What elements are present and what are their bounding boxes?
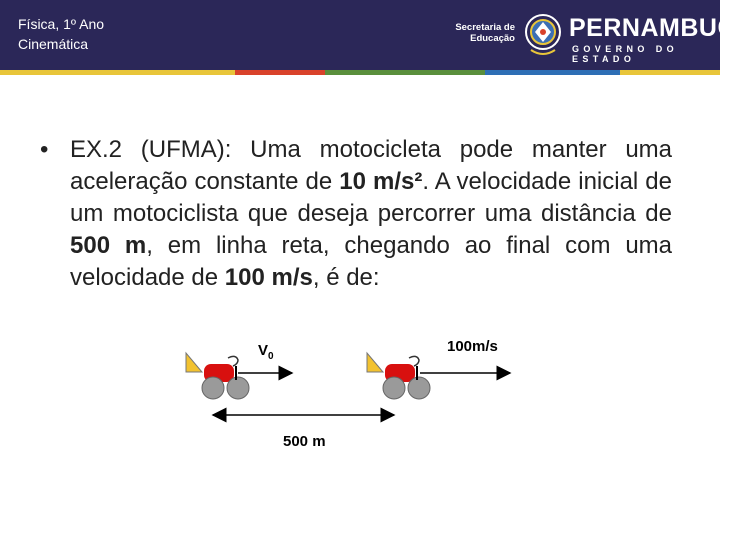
- exercise-paragraph: [70, 134, 672, 294]
- secretaria-line1: Secretaria de: [455, 22, 515, 33]
- diagram-drawing: [0, 320, 720, 470]
- subject-label: Física, 1º Ano: [18, 16, 105, 32]
- distance-value: 500 m: [70, 232, 147, 259]
- exercise-text: [40, 134, 672, 294]
- initial-velocity-label: [258, 342, 274, 362]
- stripe-segment: [0, 70, 235, 75]
- motorcycle-icon: [367, 353, 430, 399]
- secretaria-label: [455, 22, 515, 44]
- motorcycle-icon: [186, 353, 249, 399]
- slide-header: [0, 0, 756, 70]
- exercise-prefix: EX.2 (UFMA):: [70, 136, 232, 163]
- distance-label: 500 m: [283, 433, 326, 450]
- stripe-segment: [620, 70, 720, 75]
- secretaria-line2: Educação: [470, 33, 515, 44]
- brand-title: PERNAMBUCO: [569, 14, 756, 42]
- v0-subscript: 0: [268, 351, 274, 362]
- stripe-segment: [485, 70, 620, 75]
- brand-subtitle: GOVERNO DO ESTADO: [572, 44, 679, 64]
- motorcycle-diagram: [0, 320, 720, 470]
- stripe-segment: [325, 70, 485, 75]
- course-info: [18, 14, 104, 54]
- exercise-text-2: . A velocidade inicial de um motociclista que deseja percorrer uma distância de: [70, 168, 672, 227]
- topic-label: Cinemática: [18, 36, 89, 52]
- exercise-text-3: , em linha reta, chegando ao final com uma velocidade de: [70, 232, 673, 291]
- final-speed-label: 100m/s: [447, 338, 498, 355]
- header-stripe: [0, 70, 720, 75]
- stripe-segment: [235, 70, 325, 75]
- v0-main: V: [258, 342, 269, 359]
- exercise-text-4: , é de:: [312, 264, 380, 291]
- state-crest-icon: [523, 10, 563, 60]
- final-speed-value: 100 m/s: [224, 264, 313, 291]
- bullet-point: •: [40, 136, 49, 163]
- acceleration-value: 10 m/s²: [339, 168, 423, 195]
- exercise-text-1: Uma motocicleta pode manter uma aceleração constante de: [70, 136, 673, 195]
